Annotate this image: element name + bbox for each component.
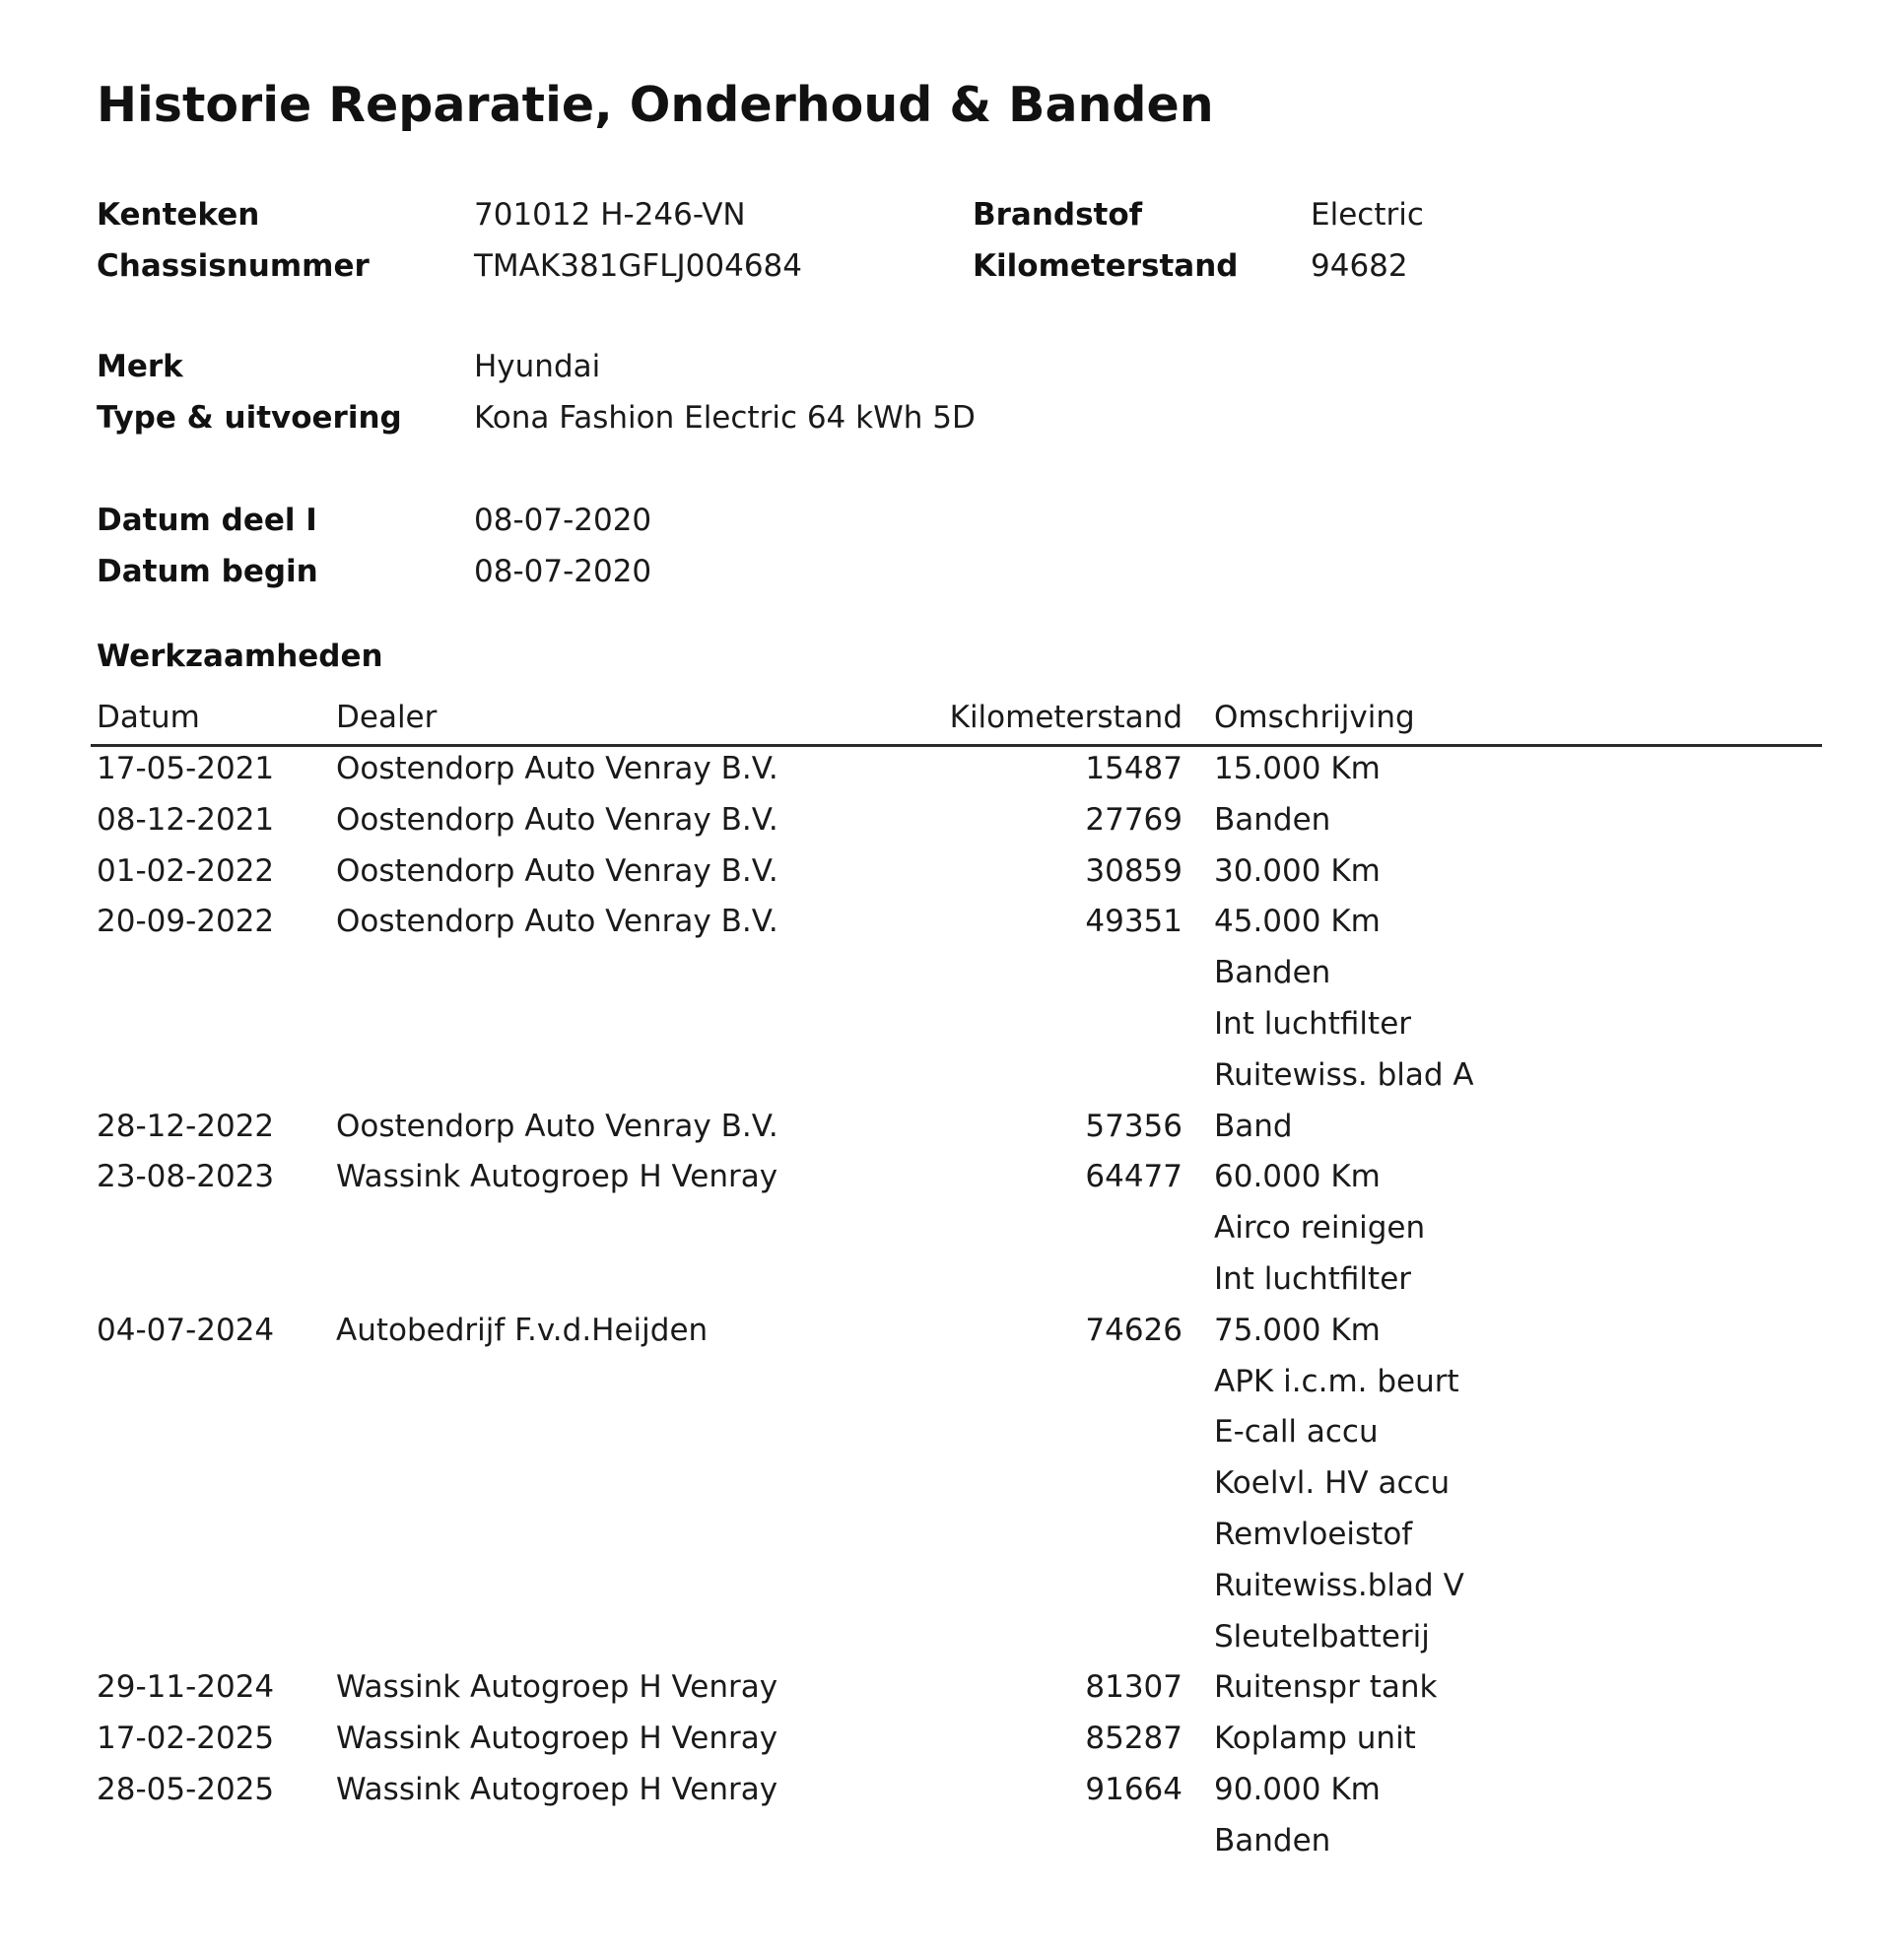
werkzaamheden-title: Werkzaamheden: [97, 639, 383, 674]
chassisnummer-label: Chassisnummer: [97, 248, 370, 284]
row-datum: 17-02-2025: [97, 1721, 275, 1757]
row-omschrijving: Remvloeistof: [1214, 1517, 1413, 1552]
row-kilometerstand: 91664: [1085, 1772, 1182, 1807]
row-kilometerstand: 57356: [1085, 1108, 1182, 1144]
row-dealer: Oostendorp Auto Venray B.V.: [336, 904, 778, 940]
row-omschrijving: Sleutelbatterij: [1214, 1618, 1430, 1655]
row-dealer: Oostendorp Auto Venray B.V.: [336, 801, 778, 838]
row-kilometerstand: 64477: [1085, 1159, 1182, 1195]
row-omschrijving: 45.000 Km: [1214, 904, 1381, 940]
row-omschrijving: Int luchtfilter: [1214, 1006, 1412, 1042]
column-header-datum: Datum: [97, 700, 200, 735]
brandstof-label: Brandstof: [973, 197, 1143, 233]
page-title: Historie Reparatie, Onderhoud & Banden: [97, 77, 1214, 133]
row-omschrijving: Ruitewiss. blad A: [1214, 1056, 1474, 1093]
row-kilometerstand: 27769: [1085, 801, 1182, 838]
kenteken-label: Kenteken: [97, 197, 260, 233]
kenteken-value: 701012 H-246-VN: [474, 197, 746, 233]
type-uitvoering-value: Kona Fashion Electric 64 kWh 5D: [474, 400, 976, 436]
merk-label: Merk: [97, 349, 183, 384]
merk-value: Hyundai: [474, 349, 601, 384]
row-dealer: Wassink Autogroep H Venray: [336, 1772, 778, 1807]
datum-deel-value: 08-07-2020: [474, 503, 652, 538]
column-header-omschrijving: Omschrijving: [1214, 700, 1415, 735]
row-omschrijving: 75.000 Km: [1214, 1312, 1381, 1348]
row-dealer: Wassink Autogroep H Venray: [336, 1159, 778, 1195]
row-omschrijving: 15.000 Km: [1214, 751, 1381, 786]
row-dealer: Autobedrijf F.v.d.Heijden: [336, 1312, 709, 1348]
brandstof-value: Electric: [1311, 197, 1424, 233]
row-kilometerstand: 85287: [1085, 1721, 1182, 1757]
row-datum: 08-12-2021: [97, 801, 275, 838]
datum-deel-label: Datum deel I: [97, 503, 317, 538]
row-omschrijving: Ruitewiss.blad V: [1214, 1567, 1464, 1603]
row-omschrijving: Airco reinigen: [1214, 1210, 1426, 1247]
row-omschrijving: Banden: [1214, 955, 1331, 991]
kilometerstand-value: 94682: [1311, 248, 1408, 284]
row-omschrijving: Banden: [1214, 1822, 1331, 1859]
row-dealer: Wassink Autogroep H Venray: [336, 1669, 778, 1706]
column-header-dealer: Dealer: [336, 700, 438, 735]
row-datum: 17-05-2021: [97, 751, 275, 786]
row-dealer: Wassink Autogroep H Venray: [336, 1721, 778, 1757]
row-datum: 28-05-2025: [97, 1772, 275, 1807]
row-omschrijving: Band: [1214, 1108, 1293, 1144]
row-datum: 23-08-2023: [97, 1159, 275, 1195]
type-uitvoering-label: Type & uitvoering: [97, 400, 402, 436]
datum-begin-label: Datum begin: [97, 554, 318, 589]
row-dealer: Oostendorp Auto Venray B.V.: [336, 1108, 778, 1144]
row-datum: 29-11-2024: [97, 1669, 275, 1706]
row-kilometerstand: 49351: [1085, 904, 1182, 940]
kilometerstand-label: Kilometerstand: [973, 248, 1239, 284]
row-datum: 04-07-2024: [97, 1312, 275, 1348]
row-omschrijving: Banden: [1214, 801, 1331, 838]
row-kilometerstand: 15487: [1085, 751, 1182, 786]
row-omschrijving: 60.000 Km: [1214, 1159, 1381, 1195]
row-datum: 01-02-2022: [97, 852, 275, 889]
row-omschrijving: Ruitenspr tank: [1214, 1669, 1438, 1706]
column-header-kilometerstand: Kilometerstand: [949, 700, 1182, 735]
row-omschrijving: APK i.c.m. beurt: [1214, 1363, 1459, 1399]
row-kilometerstand: 81307: [1085, 1669, 1182, 1706]
row-dealer: Oostendorp Auto Venray B.V.: [336, 852, 778, 889]
row-kilometerstand: 74626: [1085, 1312, 1182, 1348]
row-omschrijving: E-call accu: [1214, 1414, 1379, 1451]
row-datum: 28-12-2022: [97, 1108, 275, 1144]
datum-begin-value: 08-07-2020: [474, 554, 652, 589]
row-dealer: Oostendorp Auto Venray B.V.: [336, 751, 778, 786]
chassisnummer-value: TMAK381GFLJ004684: [474, 248, 802, 284]
row-omschrijving: Koplamp unit: [1214, 1721, 1416, 1757]
row-omschrijving: Int luchtfilter: [1214, 1261, 1412, 1297]
table-header-rule: [91, 744, 1822, 747]
row-kilometerstand: 30859: [1085, 852, 1182, 889]
row-omschrijving: 90.000 Km: [1214, 1772, 1381, 1807]
row-omschrijving: 30.000 Km: [1214, 852, 1381, 889]
row-omschrijving: Koelvl. HV accu: [1214, 1465, 1451, 1502]
row-datum: 20-09-2022: [97, 904, 275, 940]
